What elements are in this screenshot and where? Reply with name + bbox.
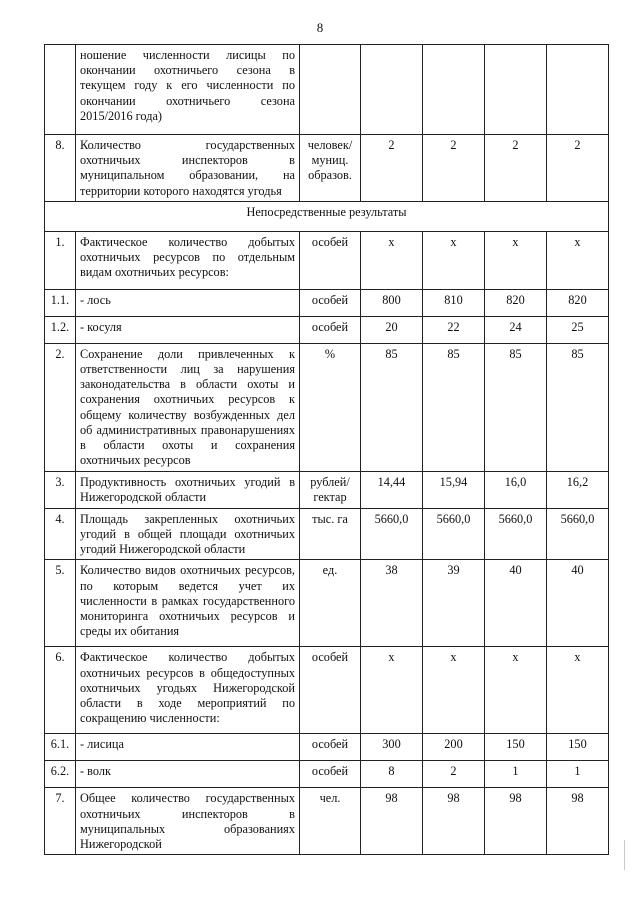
- table-body: [45, 45, 609, 855]
- indicator-name: ношение численности лисицы по окончании охотничьего сезона в текущем году к его численности по окончании охотничьего сезона 2015/2016 года): [76, 45, 300, 135]
- value-cell: х: [423, 647, 485, 734]
- indicators-table: [44, 44, 609, 855]
- page-number: 8: [316, 20, 324, 35]
- indicator-name: - волк: [76, 761, 300, 788]
- value-cell: 38: [361, 560, 423, 647]
- row-number: 3.: [45, 471, 76, 508]
- value-cell: 200: [423, 734, 485, 761]
- row-number: 2.: [45, 343, 76, 471]
- indicator-name: - косуля: [76, 316, 300, 343]
- value-cell: 1: [547, 761, 609, 788]
- table-row: [45, 647, 609, 734]
- table-row: [45, 289, 609, 316]
- unit-cell: чел.: [300, 788, 361, 855]
- value-cell: [361, 45, 423, 135]
- value-cell: 820: [485, 289, 547, 316]
- row-number: 6.: [45, 647, 76, 734]
- value-cell: 40: [485, 560, 547, 647]
- value-cell: 2: [361, 135, 423, 202]
- value-cell: х: [361, 647, 423, 734]
- table-row: [45, 788, 609, 855]
- value-cell: 16,0: [485, 471, 547, 508]
- value-cell: [423, 45, 485, 135]
- value-cell: 150: [485, 734, 547, 761]
- unit-cell: особей: [300, 231, 361, 289]
- value-cell: 85: [423, 343, 485, 471]
- table-row: [45, 560, 609, 647]
- indicator-name: - лисица: [76, 734, 300, 761]
- value-cell: 1: [485, 761, 547, 788]
- value-cell: х: [485, 647, 547, 734]
- unit-cell: особей: [300, 761, 361, 788]
- indicator-name: Количество государственных охотничьих инспекторов в муниципальном образовании, на территории которого находятся угодья: [76, 135, 300, 202]
- indicator-name: Площадь закрепленных охотничьих угодий в общей площади охотничьих угодий Нижегородской области: [76, 508, 300, 560]
- margin-mark: [624, 840, 625, 870]
- row-number: 1.2.: [45, 316, 76, 343]
- table-row: [45, 734, 609, 761]
- row-number: 1.: [45, 231, 76, 289]
- row-number: 8.: [45, 135, 76, 202]
- indicator-name: Фактическое количество добытых охотничьих ресурсов в общедоступных охотничьих угодьях Нижегородской области в ходе мероприятий по сокращению численности:: [76, 647, 300, 734]
- row-number: [45, 45, 76, 135]
- value-cell: 15,94: [423, 471, 485, 508]
- unit-cell: особей: [300, 289, 361, 316]
- value-cell: х: [547, 231, 609, 289]
- table-row: [45, 135, 609, 202]
- value-cell: [547, 45, 609, 135]
- value-cell: 2: [485, 135, 547, 202]
- table-row: [45, 316, 609, 343]
- table-row: [45, 508, 609, 560]
- value-cell: 85: [485, 343, 547, 471]
- value-cell: 2: [423, 761, 485, 788]
- row-number: 7.: [45, 788, 76, 855]
- value-cell: 150: [547, 734, 609, 761]
- value-cell: 5660,0: [485, 508, 547, 560]
- indicator-name: Сохранение доли привлеченных к ответственности лиц за нарушения законодательства в области охоты и сохранения охотничьих ресурсов к общему количеству возбужденных дел об административных правонарушениях в области охоты и сохранения охотничьих ресурсов: [76, 343, 300, 471]
- row-number: 5.: [45, 560, 76, 647]
- row-number: 1.1.: [45, 289, 76, 316]
- value-cell: 2: [547, 135, 609, 202]
- unit-cell: тыс. га: [300, 508, 361, 560]
- table-row: [45, 471, 609, 508]
- row-number: 4.: [45, 508, 76, 560]
- row-number: 6.1.: [45, 734, 76, 761]
- unit-cell: рублей/ гектар: [300, 471, 361, 508]
- indicator-name: Общее количество государственных охотничьих инспекторов в муниципальных образованиях Нижегородской: [76, 788, 300, 855]
- section-title: Непосредственные результаты: [45, 201, 609, 231]
- value-cell: 24: [485, 316, 547, 343]
- value-cell: 16,2: [547, 471, 609, 508]
- value-cell: 5660,0: [361, 508, 423, 560]
- value-cell: 85: [547, 343, 609, 471]
- section-row: [45, 201, 609, 231]
- indicator-name: Фактическое количество добытых охотничьих ресурсов по отдельным видам охотничьих ресурсов:: [76, 231, 300, 289]
- value-cell: 98: [361, 788, 423, 855]
- value-cell: х: [485, 231, 547, 289]
- value-cell: [485, 45, 547, 135]
- value-cell: 8: [361, 761, 423, 788]
- value-cell: х: [361, 231, 423, 289]
- value-cell: 98: [485, 788, 547, 855]
- unit-cell: особей: [300, 734, 361, 761]
- value-cell: 20: [361, 316, 423, 343]
- value-cell: 14,44: [361, 471, 423, 508]
- value-cell: 2: [423, 135, 485, 202]
- row-number: 6.2.: [45, 761, 76, 788]
- table-row: [45, 761, 609, 788]
- table-row: [45, 231, 609, 289]
- unit-cell: ед.: [300, 560, 361, 647]
- indicator-name: Продуктивность охотничьих угодий в Нижегородской области: [76, 471, 300, 508]
- value-cell: 820: [547, 289, 609, 316]
- value-cell: 300: [361, 734, 423, 761]
- value-cell: х: [547, 647, 609, 734]
- value-cell: 5660,0: [423, 508, 485, 560]
- indicator-name: - лось: [76, 289, 300, 316]
- value-cell: 5660,0: [547, 508, 609, 560]
- unit-cell: человек/ муниц. образов.: [300, 135, 361, 202]
- value-cell: 39: [423, 560, 485, 647]
- table-row: [45, 45, 609, 135]
- value-cell: 810: [423, 289, 485, 316]
- table-row: [45, 343, 609, 471]
- value-cell: 800: [361, 289, 423, 316]
- value-cell: х: [423, 231, 485, 289]
- unit-cell: [300, 45, 361, 135]
- unit-cell: особей: [300, 316, 361, 343]
- value-cell: 98: [547, 788, 609, 855]
- value-cell: 40: [547, 560, 609, 647]
- value-cell: 98: [423, 788, 485, 855]
- value-cell: 25: [547, 316, 609, 343]
- unit-cell: особей: [300, 647, 361, 734]
- value-cell: 22: [423, 316, 485, 343]
- unit-cell: %: [300, 343, 361, 471]
- value-cell: 85: [361, 343, 423, 471]
- indicator-name: Количество видов охотничьих ресурсов, по которым ведется учет их численности в рамках государственного мониторинга охотничьих ресурсов и среды их обитания: [76, 560, 300, 647]
